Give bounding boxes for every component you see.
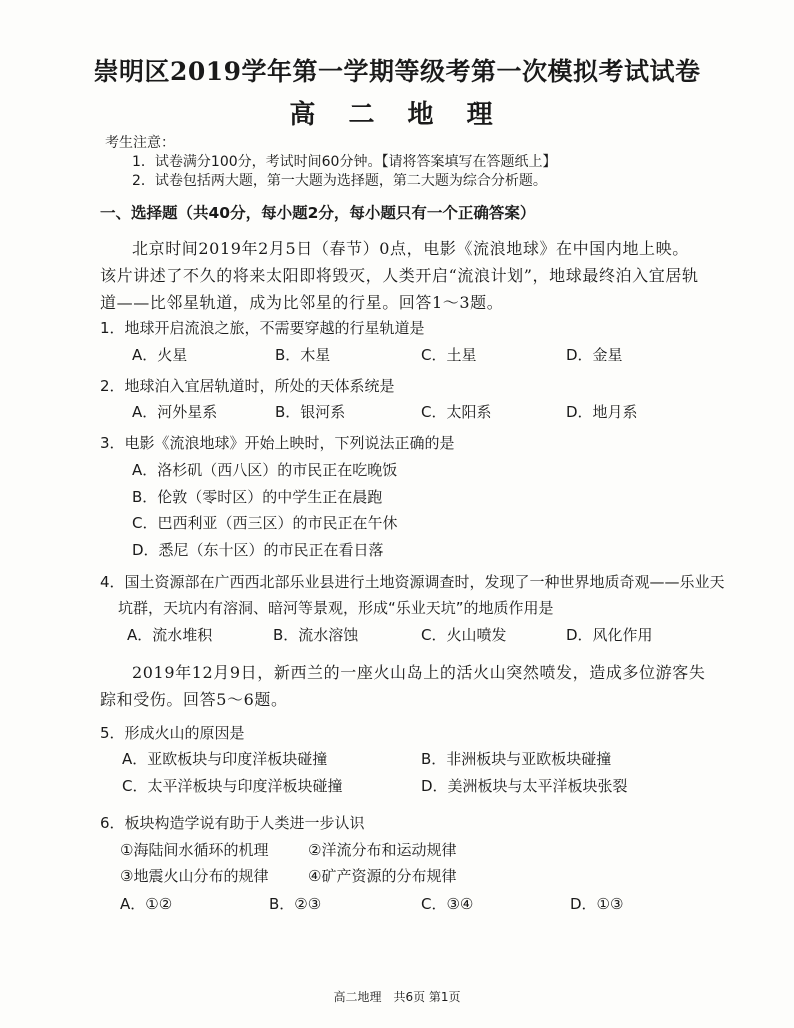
- q4-option-b: B．流水溶蚀: [273, 626, 359, 644]
- question-3-stem: 3．电影《流浪地球》开始上映时，下列说法正确的是: [100, 434, 455, 452]
- notice-item: 1．试卷满分100分，考试时间60分钟。【请将答案填写在答题纸上】: [132, 154, 557, 170]
- question-2-stem: 2．地球泊入宜居轨道时，所处的天体系统是: [100, 377, 395, 395]
- passage-line: 道——比邻星轨道，成为比邻星的行星。回答1～3题。: [100, 293, 504, 312]
- passage-line: 北京时间2019年2月5日（春节）0点，电影《流浪地球》在中国内地上映。: [132, 239, 689, 258]
- q2-option-c: C．太阳系: [421, 403, 492, 421]
- q5-option-b: B．非洲板块与亚欧板块碰撞: [421, 750, 612, 768]
- q1-option-b: B．木星: [275, 346, 331, 364]
- q6-statement: ①海陆间水循环的机理: [120, 841, 269, 859]
- q6-option-d: D．①③: [570, 895, 624, 913]
- q1-option-c: C．土星: [421, 346, 477, 364]
- q3-option-b: B．伦敦（零时区）的中学生正在晨跑: [132, 488, 383, 506]
- exam-title: 崇明区2019学年第一学期等级考第一次模拟考试试卷: [93, 57, 701, 86]
- passage-line: 该片讲述了不久的将来太阳即将毁灭，人类开启“流浪计划”，地球最终泊入宜居轨: [100, 266, 699, 285]
- notice-item: 2．试卷包括两大题，第一大题为选择题，第二大题为综合分析题。: [132, 173, 547, 189]
- q4-option-a: A．流水堆积: [127, 626, 213, 644]
- notice-heading: 考生注意：: [105, 135, 175, 151]
- passage-line: 2019年12月9日，新西兰的一座火山岛上的活火山突然喷发，造成多位游客失: [132, 663, 706, 682]
- q5-option-d: D．美洲板块与太平洋板块张裂: [421, 777, 628, 795]
- q3-option-a: A．洛杉矶（西八区）的市民正在吃晚饭: [132, 461, 398, 479]
- q6-statement: ③地震火山分布的规律: [120, 867, 269, 885]
- q5-option-a: A．亚欧板块与印度洋板块碰撞: [122, 750, 328, 768]
- q1-option-d: D．金星: [566, 346, 623, 364]
- question-4-stem: 4．国土资源部在广西西北部乐业县进行土地资源调查时，发现了一种世界地质奇观——乐业天: [100, 573, 725, 591]
- q2-option-a: A．河外星系: [132, 403, 218, 421]
- q2-option-b: B．银河系: [275, 403, 346, 421]
- question-1-stem: 1．地球开启流浪之旅，不需要穿越的行星轨道是: [100, 319, 425, 337]
- passage-line: 踪和受伤。回答5～6题。: [100, 690, 288, 709]
- q6-statement: ④矿产资源的分布规律: [308, 867, 457, 885]
- q1-option-a: A．火星: [132, 346, 188, 364]
- question-5-stem: 5．形成火山的原因是: [100, 724, 245, 742]
- q5-option-c: C．太平洋板块与印度洋板块碰撞: [122, 777, 343, 795]
- q6-option-b: B．②③: [269, 895, 322, 913]
- q6-option-a: A．①②: [120, 895, 173, 913]
- section-title: 一、选择题（共40分，每小题2分，每小题只有一个正确答案）: [100, 204, 536, 222]
- q3-option-c: C．巴西利亚（西三区）的市民正在午休: [132, 514, 398, 532]
- q4-option-c: C．火山喷发: [421, 626, 507, 644]
- q3-option-d: D．悉尼（东十区）的市民正在看日落: [132, 541, 384, 559]
- q6-statement: ②洋流分布和运动规律: [308, 841, 457, 859]
- question-4-stem: 坑群，天坑内有溶洞、暗河等景观，形成“乐业天坑”的地质作用是: [118, 599, 554, 617]
- q6-option-c: C．③④: [421, 895, 474, 913]
- q4-option-d: D．风化作用: [566, 626, 653, 644]
- q2-option-d: D．地月系: [566, 403, 638, 421]
- page-footer: 高二地理 共6页 第1页: [333, 990, 461, 1004]
- question-6-stem: 6．板块构造学说有助于人类进一步认识: [100, 814, 365, 832]
- exam-subject: 高 二 地 理: [289, 100, 505, 130]
